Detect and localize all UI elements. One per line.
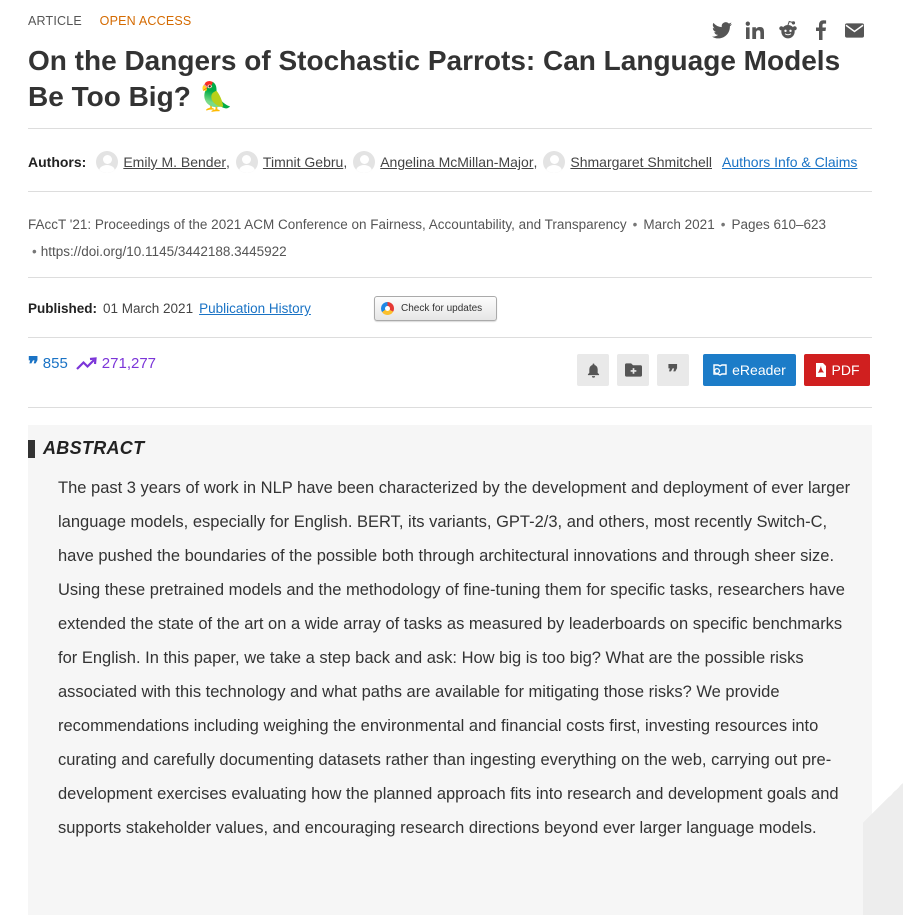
trending-up-icon [76, 357, 98, 371]
avatar [96, 151, 118, 173]
open-access-badge: OPEN ACCESS [99, 14, 192, 28]
venue-info [28, 211, 872, 265]
background-decoration [863, 735, 903, 915]
ereader-label: eReader [732, 362, 786, 378]
downloads-count[interactable] [76, 355, 156, 372]
citations-count[interactable] [28, 351, 68, 376]
facebook-icon[interactable] [811, 20, 831, 40]
author-link[interactable]: Angelina McMillan-Major [380, 154, 534, 170]
divider [28, 337, 872, 338]
email-icon[interactable] [844, 20, 864, 40]
citations-value: 855 [42, 355, 68, 372]
quote-icon: ❞ [667, 360, 679, 384]
reader-icon [713, 363, 727, 377]
author-item [543, 151, 712, 173]
divider [28, 191, 872, 192]
author-link[interactable]: Shmargaret Shmitchell [570, 154, 712, 170]
avatar [353, 151, 375, 173]
divider [28, 128, 872, 129]
authors-label: Authors: [28, 154, 87, 170]
abstract-text: The past 3 years of work in NLP have been characterized by the development and deployment of ever larger language models, especially for English. BERT, its variants, GPT-2/3, and others, most recently Switch-C, have pushed the boundaries of the possible both through architectural innovations and through sheer size. Using these pretrained models and the methodology of fine-tuning them for specific tasks, researchers have extended the state of the art on a wide array of tasks as measured by leaderboards on specific benchmarks for English. In this paper, we take a step back and ask: How big is too big? What are the possible risks associated with this technology and what paths are available for mitigating those risks? We provide recommendations including weighing the environmental and financial costs first, investing resources into curating and carefully documenting datasets rather than ingesting everything on the web, carrying out pre-development exercises evaluating how the planned approach fits into research and development goals and supports stakeholder values, and encouraging research directions beyond ever larger language models. [58, 479, 851, 837]
publication-history-link[interactable]: Publication History [199, 301, 311, 316]
avatar [236, 151, 258, 173]
linkedin-icon[interactable] [745, 20, 765, 40]
crossmark-icon [381, 302, 394, 315]
action-bar [569, 354, 870, 386]
section-marker [28, 440, 35, 458]
divider [28, 277, 872, 278]
pdf-button[interactable] [804, 354, 870, 386]
published-label: Published: [28, 301, 98, 316]
separator-dot: • [32, 244, 37, 259]
cite-button[interactable] [657, 354, 689, 386]
separator-dot: • [720, 217, 726, 232]
quote-icon: ❞ [28, 351, 39, 376]
abstract-heading: ABSTRACT [43, 438, 145, 458]
article-type: ARTICLE [28, 14, 82, 28]
metrics-row [28, 351, 157, 376]
pdf-file-icon [815, 363, 827, 377]
author-link[interactable]: Timnit Gebru [262, 154, 344, 170]
authors-row [28, 151, 857, 173]
proceedings-title: FAccT '21: Proceedings of the 2021 ACM Conference on Fairness, Accountability, and Transparency [28, 217, 627, 232]
pdf-label: PDF [831, 362, 860, 378]
avatar [543, 151, 565, 173]
authors-info-link[interactable]: Authors Info & Claims [722, 154, 858, 170]
check-for-updates-button[interactable] [374, 296, 497, 321]
bell-icon [587, 363, 600, 378]
doi-link[interactable]: https://doi.org/10.1145/3442188.3445922 [40, 244, 287, 259]
ereader-button[interactable] [703, 354, 796, 386]
article-type-row [28, 14, 191, 28]
reddit-icon[interactable] [778, 20, 798, 40]
pages: Pages 610–623 [731, 217, 827, 232]
share-bar [712, 20, 864, 40]
downloads-value: 271,277 [101, 355, 157, 372]
published-row [28, 301, 311, 316]
article-title: On the Dangers of Stochastic Parrots: Can Language Models Be Too Big? 🦜 [28, 45, 841, 112]
publication-date: March 2021 [643, 217, 715, 232]
alert-button[interactable] [577, 354, 609, 386]
author-item: Emily M. Bender , [96, 151, 230, 173]
check-updates-label: Check for updates [401, 303, 483, 314]
abstract-header [28, 438, 144, 459]
separator-dot: • [632, 217, 638, 232]
author-link[interactable]: Emily M. Bender [123, 154, 227, 170]
twitter-icon[interactable] [712, 20, 732, 40]
author-item: Timnit Gebru , [236, 151, 347, 173]
published-date: 01 March 2021 [103, 301, 194, 316]
folder-plus-icon [625, 363, 642, 377]
abstract-section [28, 425, 872, 915]
add-to-binder-button[interactable] [617, 354, 649, 386]
divider [28, 407, 872, 408]
author-item: Angelina McMillan-Major , [353, 151, 537, 173]
